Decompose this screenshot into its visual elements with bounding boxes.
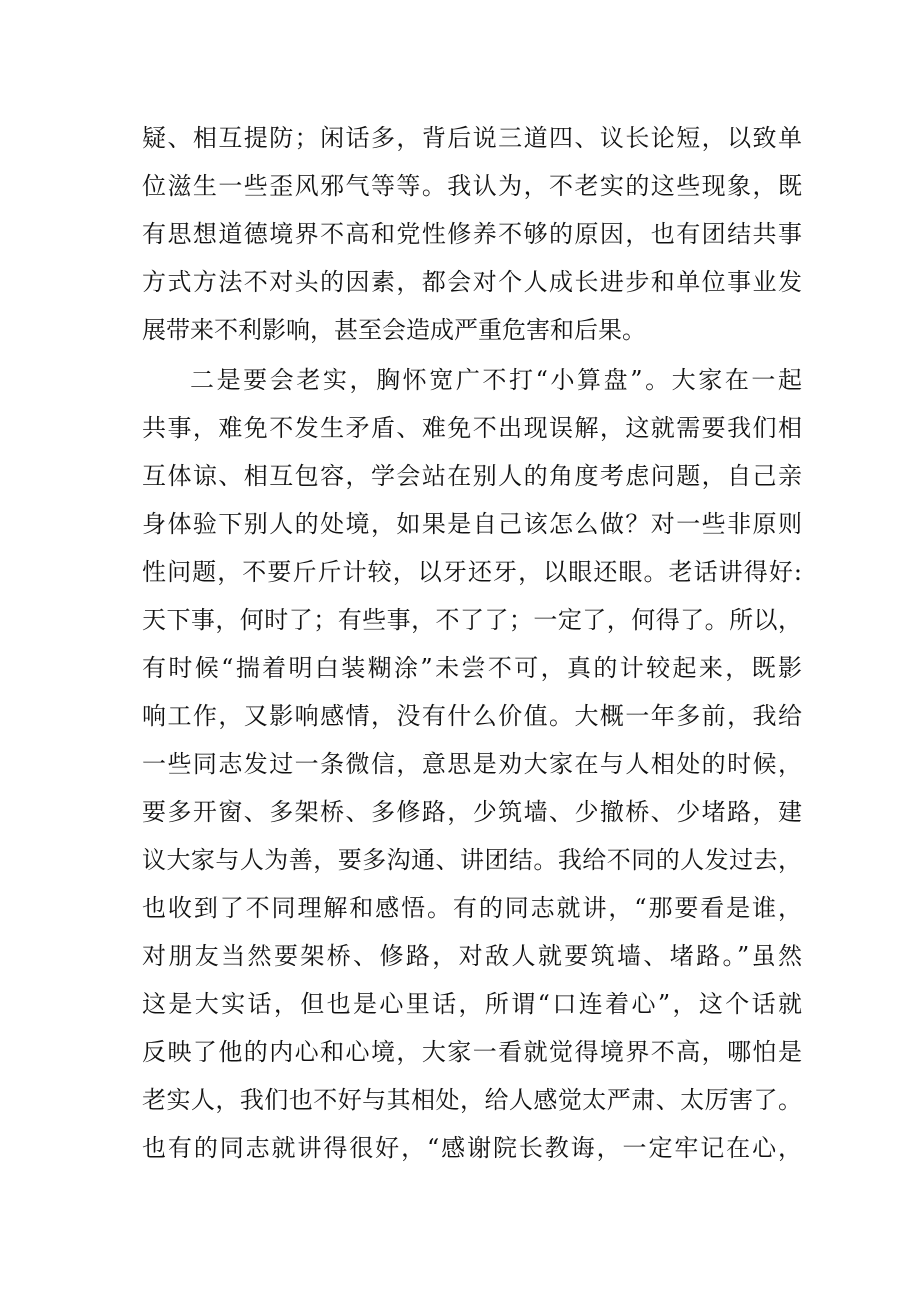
text-line: 一些同志发过一条微信，意思是劝大家在与人相处的时候， bbox=[142, 750, 802, 778]
text-line: 反映了他的内心和心境，大家一看就觉得境界不高，哪怕是 bbox=[142, 1038, 802, 1066]
text-line: 有思想道德境界不高和党性修养不够的原因，也有团结共事 bbox=[142, 220, 802, 248]
text-line: 展带来不利影响，甚至会造成严重危害和后果。 bbox=[142, 316, 646, 344]
paragraph-start-line: 二是要会老实，胸怀宽广不打“小算盘”。大家在一起 bbox=[190, 366, 802, 394]
text-line: 方式方法不对头的因素，都会对个人成长进步和单位事业发 bbox=[142, 268, 802, 296]
text-line: 老实人，我们也不好与其相处，给人感觉太严肃、太厉害了。 bbox=[142, 1086, 802, 1114]
text-line: 对朋友当然要架桥、修路，对敌人就要筑墙、堵路。”虽然 bbox=[142, 942, 802, 970]
text-line: 也有的同志就讲得很好，“感谢院长教诲，一定牢记在心， bbox=[142, 1134, 802, 1162]
text-line: 互体谅、相互包容，学会站在别人的角度考虑问题，自己亲 bbox=[142, 462, 802, 490]
text-line: 议大家与人为善，要多沟通、讲团结。我给不同的人发过去， bbox=[142, 846, 802, 874]
text-line: 有时候“揣着明白装糊涂”未尝不可，真的计较起来，既影 bbox=[142, 654, 802, 682]
text-line: 要多开窗、多架桥、多修路，少筑墙、少撤桥、少堵路，建 bbox=[142, 798, 802, 826]
text-line: 响工作，又影响感情，没有什么价值。大概一年多前，我给 bbox=[142, 702, 802, 730]
text-line: 天下事，何时了；有些事，不了了；一定了，何得了。所以， bbox=[142, 606, 802, 634]
text-line: 共事，难免不发生矛盾、难免不出现误解，这就需要我们相 bbox=[142, 414, 802, 442]
text-line: 也收到了不同理解和感悟。有的同志就讲，“那要看是谁， bbox=[142, 894, 802, 922]
text-line: 性问题，不要斤斤计较，以牙还牙，以眼还眼。老话讲得好: bbox=[142, 558, 802, 586]
text-line: 这是大实话，但也是心里话，所谓“口连着心”，这个话就 bbox=[142, 990, 802, 1018]
text-line: 身体验下别人的处境，如果是自己该怎么做？对一些非原则 bbox=[142, 510, 802, 538]
text-line: 疑、相互提防；闲话多，背后说三道四、议长论短，以致单 bbox=[142, 124, 802, 152]
text-line: 位滋生一些歪风邪气等等。我认为，不老实的这些现象，既 bbox=[142, 172, 802, 200]
